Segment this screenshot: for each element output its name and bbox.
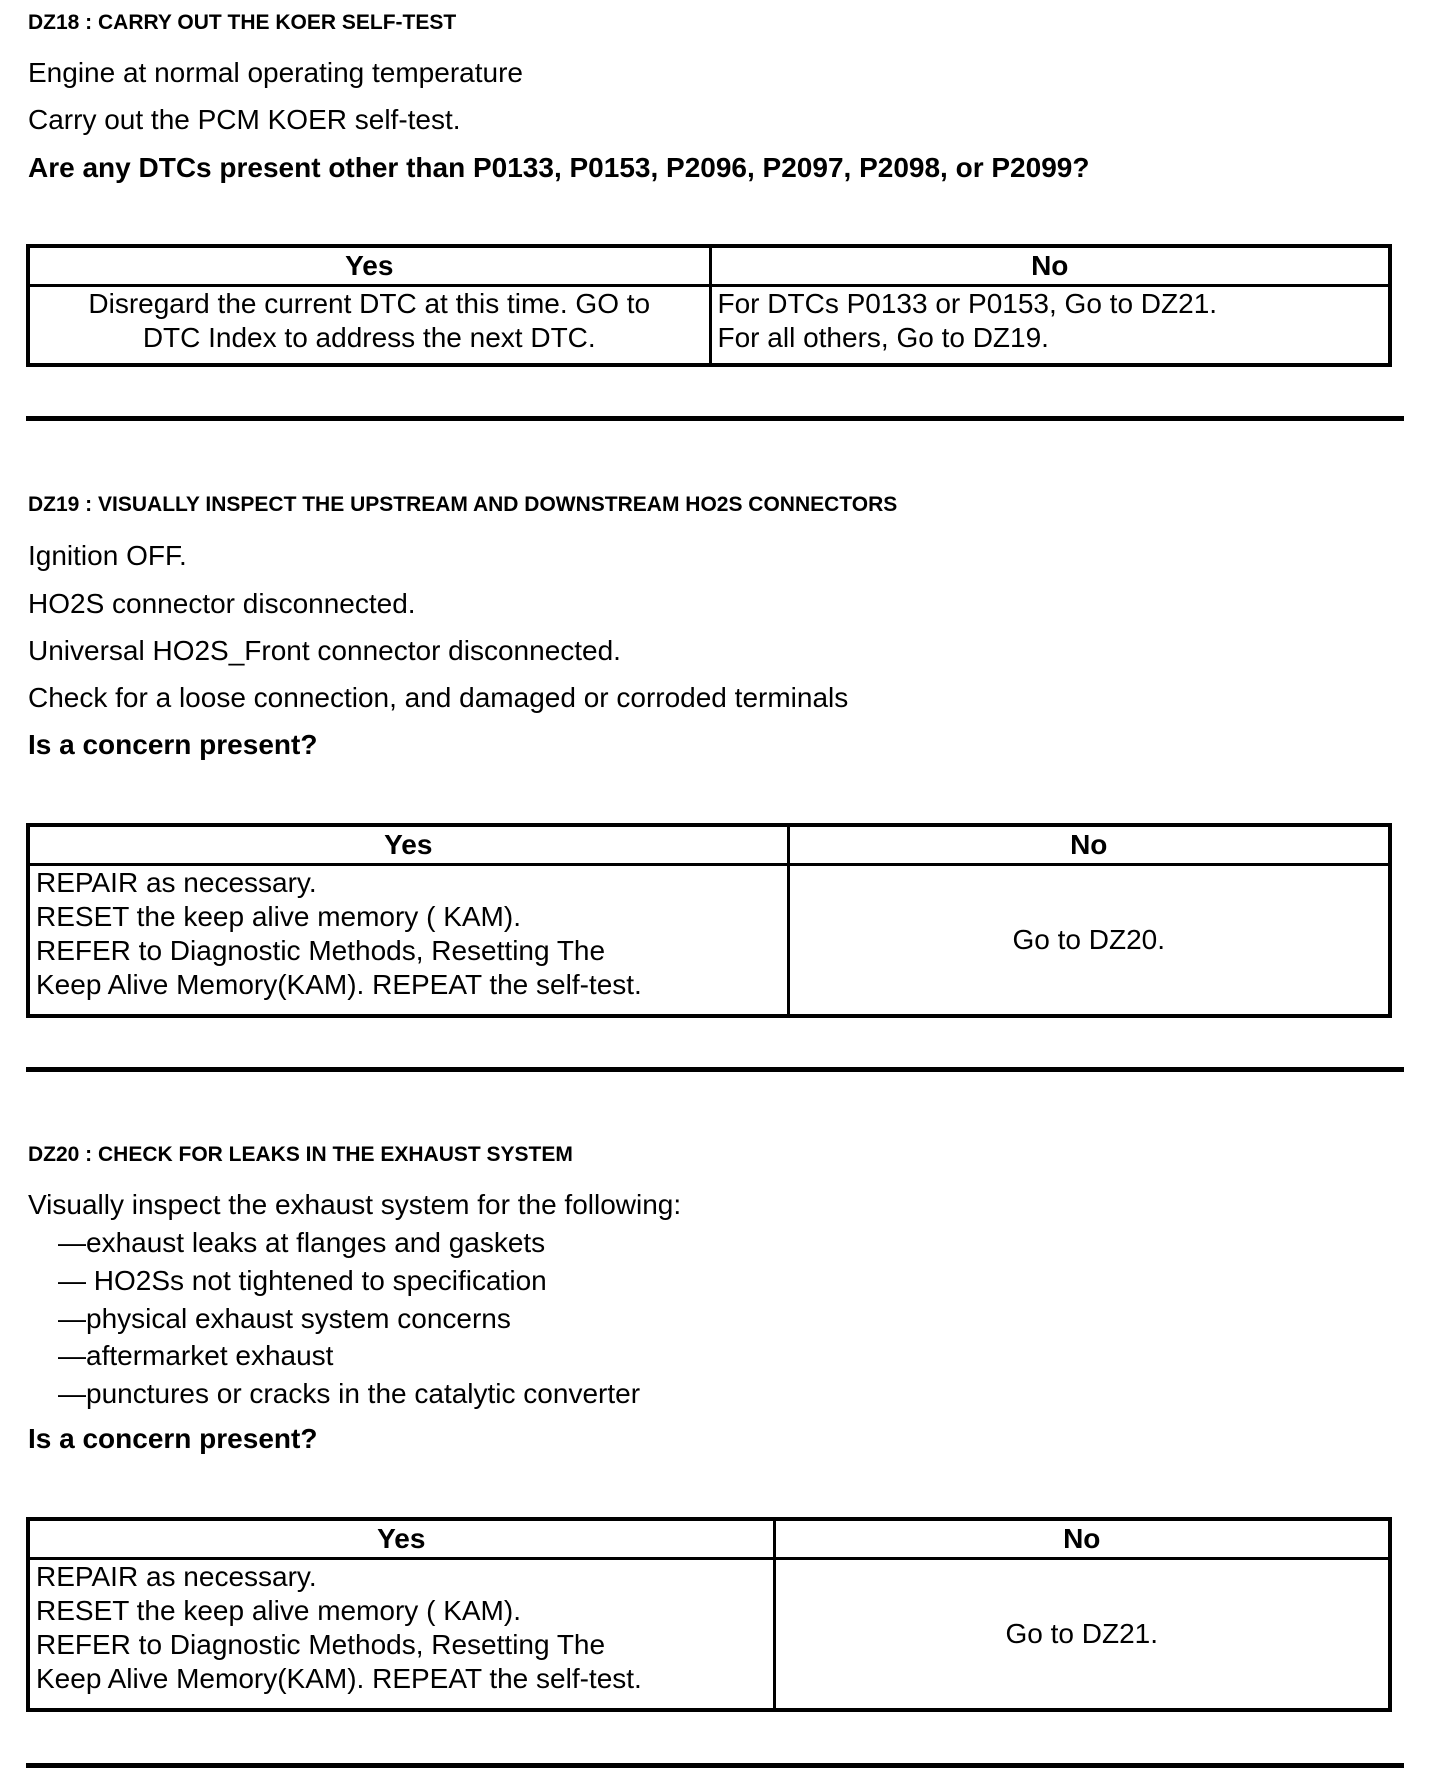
section-title-dz20: DZ20 : CHECK FOR LEAKS IN THE EXHAUST SYSTEM (28, 1143, 573, 1166)
decision-table-dz18 (26, 244, 1392, 367)
yes-cell (28, 286, 710, 366)
no-header: No (774, 1519, 1390, 1559)
yes-text: REPAIR as necessary. (36, 1561, 317, 1592)
yes-text: RESET the keep alive memory ( KAM). (36, 901, 521, 932)
bullet-item: —physical exhaust system concerns (58, 1303, 511, 1334)
no-text: For all others, Go to DZ19. (717, 322, 1049, 353)
yes-text: RESET the keep alive memory ( KAM). (36, 1595, 521, 1626)
question: Are any DTCs present other than P0133, P0153, P2096, P2097, P2098, or P2099? (28, 152, 1090, 183)
decision-table-dz20 (26, 1517, 1392, 1712)
instruction-line: Visually inspect the exhaust system for the following: (28, 1189, 682, 1220)
instruction-line: Check for a loose connection, and damaged or corroded terminals (28, 682, 849, 713)
instruction-line: Ignition OFF. (28, 540, 187, 571)
yes-text: Keep Alive Memory(KAM). REPEAT the self-test. (36, 969, 642, 1000)
no-header: No (710, 246, 1390, 286)
bullet-item: —exhaust leaks at flanges and gaskets (58, 1227, 546, 1258)
question: Is a concern present? (28, 1423, 318, 1454)
decision-table-dz19 (26, 823, 1392, 1018)
section-title-dz18: DZ18 : CARRY OUT THE KOER SELF-TEST (28, 11, 457, 34)
instruction-line: Carry out the PCM KOER self-test. (28, 104, 461, 135)
no-header: No (788, 825, 1390, 865)
no-text: For DTCs P0133 or P0153, Go to DZ21. (717, 288, 1218, 319)
yes-text: DTC Index to address the next DTC. (142, 322, 596, 353)
yes-text: REFER to Diagnostic Methods, Resetting The (36, 935, 606, 966)
instruction-line: HO2S connector disconnected. (28, 588, 416, 619)
instruction-line: Engine at normal operating temperature (28, 57, 523, 88)
bullet-item: —punctures or cracks in the catalytic converter (58, 1378, 641, 1409)
section-title-dz19: DZ19 : VISUALLY INSPECT THE UPSTREAM AND DOWNSTREAM HO2S CONNECTORS (28, 493, 898, 516)
yes-text: Disregard the current DTC at this time. GO to (88, 288, 651, 319)
bullet-item: —aftermarket exhaust (58, 1340, 334, 1371)
section-divider (26, 416, 1404, 421)
section-divider (26, 1067, 1404, 1072)
yes-header: Yes (28, 246, 710, 286)
no-text: Go to DZ20. (1012, 924, 1165, 955)
yes-header: Yes (28, 1519, 774, 1559)
yes-text: Keep Alive Memory(KAM). REPEAT the self-test. (36, 1663, 642, 1694)
no-cell (710, 286, 1390, 366)
no-text: Go to DZ21. (1005, 1618, 1158, 1649)
no-cell (774, 1559, 1390, 1711)
yes-cell (28, 1559, 774, 1711)
yes-text: REFER to Diagnostic Methods, Resetting The (36, 1629, 606, 1660)
bullet-item: — HO2Ss not tightened to specification (58, 1265, 547, 1296)
yes-header: Yes (28, 825, 788, 865)
no-cell (788, 865, 1390, 1017)
yes-text: REPAIR as necessary. (36, 867, 317, 898)
instruction-line: Universal HO2S_Front connector disconnected. (28, 635, 621, 666)
yes-cell (28, 865, 788, 1017)
section-divider (26, 1763, 1404, 1768)
question: Is a concern present? (28, 729, 318, 760)
